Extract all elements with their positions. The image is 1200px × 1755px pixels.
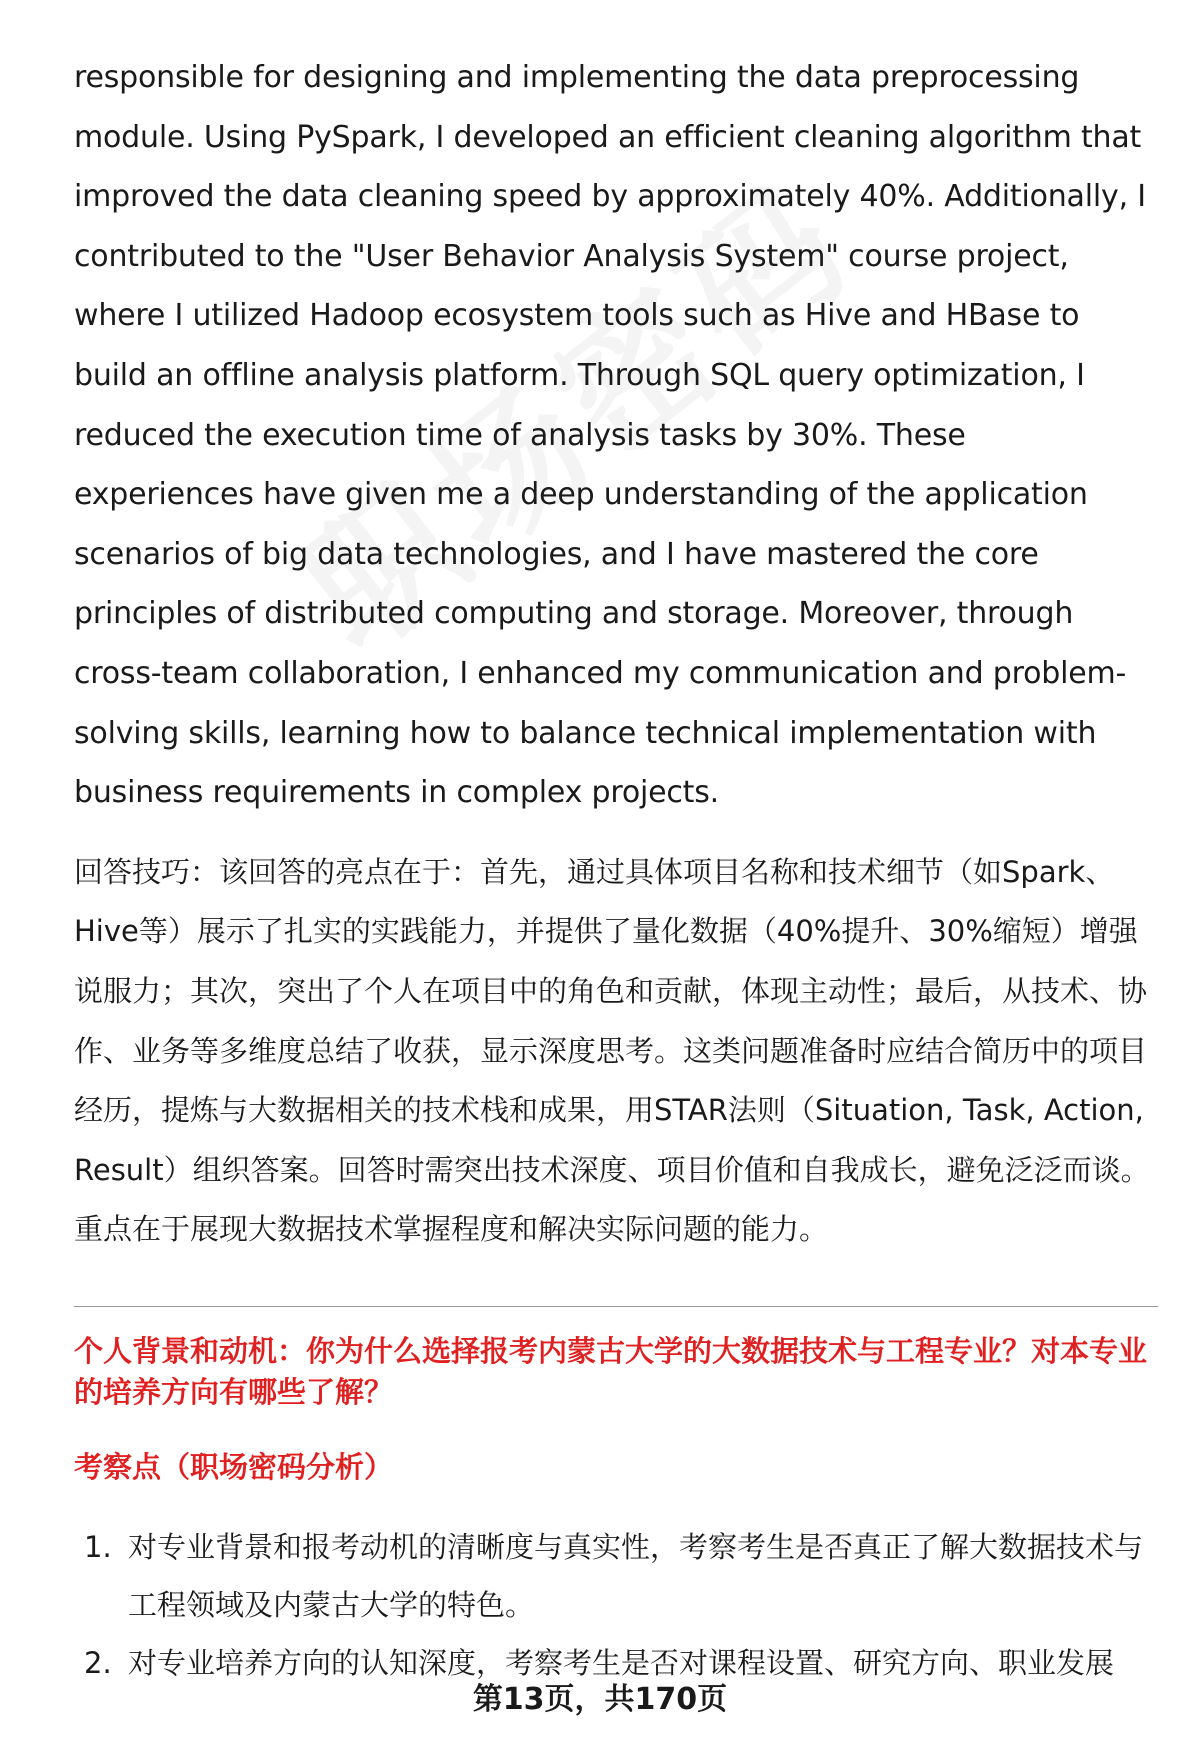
list-item-text: 对专业培养方向的认知深度，考察考生是否对课程设置、研究方向、职业发展 [128,1645,1115,1680]
tip-text: 该回答的亮点在于：首先，通过具体项目名称和技术细节（如Spark、Hive等）展示了扎实的实践能力，并提供了量化数据（40%提升、30%缩短）增强说服力；其次，突出了个人在项目中的角色和贡献，体现主动性；最后，从技术、协作、业务等多维度总结了收获，显示深度思考。这类问题准备时应结合简历中的项目经历，提炼与大数据相关的技术栈和成果，用STAR法则（Situation, Task, Action, Result）组织答案。回答时需突出技术深度、项目价值和自我成长，避免泛泛而谈。重点在于展现大数据技术掌握程度和解决实际问题的能力。 [74,854,1150,1247]
section-title: 考察点（职场密码分析） [74,1449,394,1484]
list-item-number: 1. [84,1529,112,1564]
points-list [74,1518,1154,1692]
question-heading: 个人背景和动机：你为什么选择报考内蒙古大学的大数据技术与工程专业？对本专业的培养方向有哪些了解？ [74,1333,1148,1409]
list-item-number: 2. [84,1645,112,1680]
section-divider [74,1306,1158,1307]
list-item [74,1518,1154,1634]
page-content [74,48,1154,1692]
tip-label: 回答技巧： [74,854,220,889]
page-number-footer: 第13页，共170页 [472,1682,728,1717]
answer-tip [74,843,1154,1260]
list-item-text: 对专业背景和报考动机的清晰度与真实性，考察考生是否真正了解大数据技术与工程领域及内蒙古大学的特色。 [128,1529,1144,1622]
answer-paragraph: responsible for designing and implementing the data preprocessing module. Using PySpark, I developed an efficient cleaning algorithm that improved the data cleaning speed by approximately 40%. Additionally, I contributed to the "User Behavior Analysis System" course project, where I utilized Hadoop ecosystem tools such as Hive and HBase to build an offline analysis platform. Through SQL query optimization, I reduced the execution time of analysis tasks by 30%. These experiences have given me a deep understanding of the application scenarios of big data technologies, and I have mastered the core principles of distributed computing and storage. Moreover, through cross-team collaboration, I enhanced my communication and problem-solving skills, learning how to balance technical implementation with business requirements in complex projects. [74,60,1146,811]
